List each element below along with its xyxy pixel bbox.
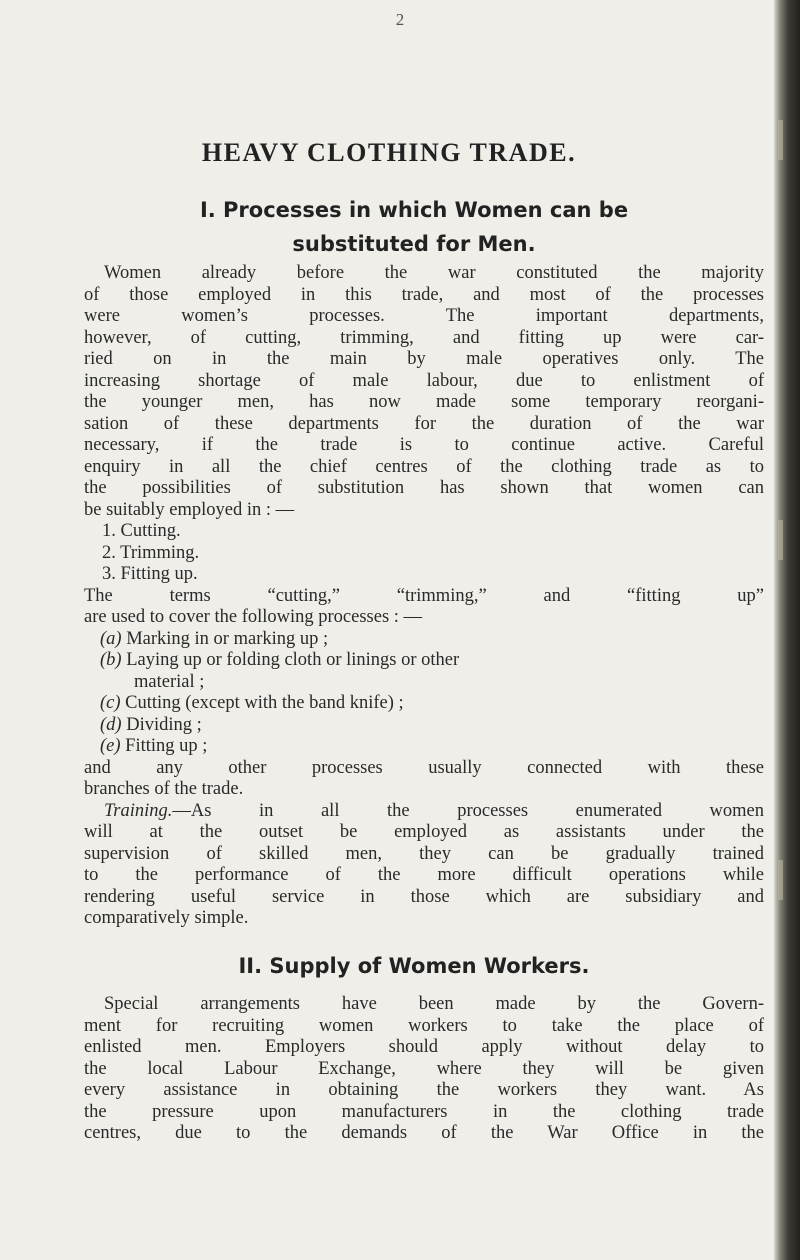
text-line: comparatively simple.: [84, 908, 249, 928]
text-line: were women’s processes. The important departments,: [84, 306, 764, 326]
page-edge-shadow: [774, 0, 800, 1260]
item-text: Cutting (except with the band knife) ;: [125, 693, 404, 713]
item-text: Dividing ;: [126, 714, 202, 735]
text-line: the possibilities of substitution has shown that women can: [84, 478, 764, 498]
item-text: Laying up or folding cloth or linings or other: [126, 650, 460, 670]
page-number: 2: [395, 10, 405, 29]
text-line: supervision of skilled men, they can be gradually trained: [84, 843, 764, 864]
item-letter: (e): [100, 736, 121, 756]
text-line: Special arrangements have been made by the Govern-: [104, 994, 764, 1014]
list-item: 1. Cutting.: [102, 521, 181, 541]
process-item: [84, 736, 764, 758]
text-line: be suitably employed in : —: [84, 499, 295, 520]
text-line: ried on in the main by male operatives only. The: [84, 349, 764, 369]
item-letter: (b): [100, 650, 122, 670]
text-line: ment for recruiting women workers to take the place of: [84, 1015, 764, 1036]
list-item: 2. Trimming.: [102, 542, 200, 563]
text-line: the local Labour Exchange, where they will be given: [84, 1058, 764, 1079]
text-line: every assistance in obtaining the workers they want. As: [84, 1080, 764, 1100]
process-item: [84, 650, 764, 693]
item-letter: (a): [100, 628, 122, 649]
training-label: Training.: [104, 800, 173, 821]
item-text: Marking in or marking up ;: [126, 628, 329, 649]
text-line: enquiry in all the chief centres of the clothing trade as to: [84, 456, 764, 477]
text-line: necessary, if the trade is to continue active. Careful: [84, 435, 764, 455]
text-line: and any other processes usually connected with these: [84, 757, 764, 778]
text-line: sation of these departments for the duration of the war: [84, 413, 764, 434]
text-line: centres, due to the demands of the War Office in the: [84, 1123, 764, 1143]
section-2-heading: II. Supply of Women Workers.: [238, 954, 590, 978]
training-paragraph: [84, 801, 764, 930]
text-line: the younger men, has now made some temporary reorgani-: [84, 392, 764, 412]
text-line: [84, 801, 764, 823]
text-line: of those employed in this trade, and most of the processes: [84, 284, 764, 305]
text-line: The terms “cutting,” “trimming,” and “fitting up”: [84, 585, 764, 606]
terms-paragraph: [84, 586, 764, 629]
edge-mark: [778, 120, 783, 160]
page-title: HEAVY CLOTHING TRADE.: [201, 138, 577, 167]
section-2-body: [84, 994, 764, 1145]
training-first-text: —As in all the processes enumerated women: [172, 800, 764, 821]
text-line: the pressure upon manufacturers in the clothing trade: [84, 1101, 764, 1122]
after-paragraph: [84, 758, 764, 801]
intro-paragraph: [84, 263, 764, 521]
edge-mark: [778, 520, 783, 560]
section-1-heading-line-2: substituted for Men.: [292, 232, 536, 256]
numbered-list: [84, 521, 764, 586]
supply-paragraph: [84, 994, 764, 1145]
text-line: branches of the trade.: [84, 779, 244, 799]
text-line: however, of cutting, trimming, and fitting up were car-: [84, 327, 764, 348]
process-item: [84, 693, 764, 715]
item-continuation: material ;: [134, 671, 205, 692]
process-list: [84, 629, 764, 758]
section-1-heading-line-1: I. Processes in which Women can be: [199, 198, 629, 222]
text-line: to the performance of the more difficult operations while: [84, 865, 764, 885]
text-line: enlisted men. Employers should apply without delay to: [84, 1037, 764, 1057]
list-item: 3. Fitting up.: [102, 564, 198, 584]
item-text: Fitting up ;: [125, 736, 208, 756]
item-letter: (c): [100, 693, 121, 713]
text-line: are used to cover the following processes : —: [84, 607, 423, 627]
text-line: increasing shortage of male labour, due to enlistment of: [84, 370, 764, 391]
process-item: [84, 629, 764, 651]
section-1-body: [84, 263, 764, 930]
text-line: will at the outset be employed as assistants under the: [84, 822, 764, 842]
process-item: [84, 715, 764, 737]
text-line: rendering useful service in those which are subsidiary and: [84, 886, 764, 907]
edge-mark: [778, 860, 783, 900]
text-line: Women already before the war constituted the majority: [104, 263, 764, 283]
item-letter: (d): [100, 714, 122, 735]
section-1-heading: [84, 193, 744, 261]
